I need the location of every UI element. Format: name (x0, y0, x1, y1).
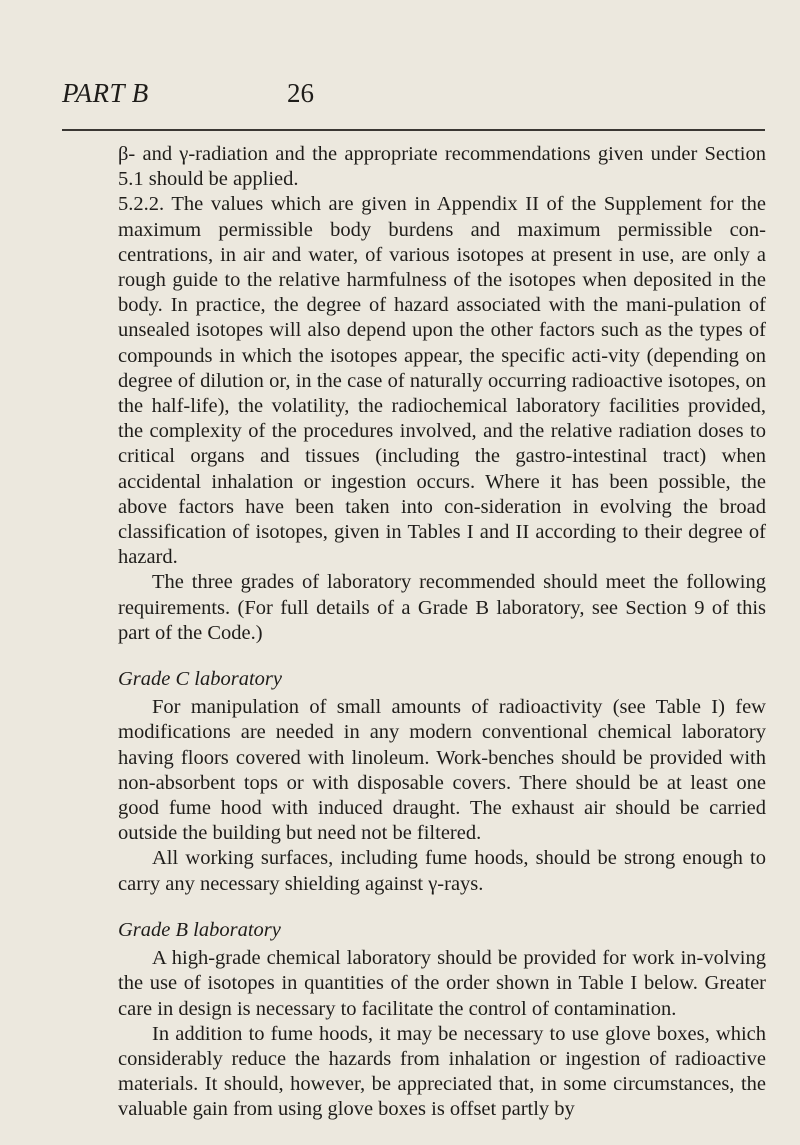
part-label: PART B (62, 78, 149, 108)
paragraph-5-2-2: 5.2.2. The values which are given in Appendix II of the Supplement for the maximum permissible body burdens and maximum permissible con-centrations, in air and water, of various isotopes at present in use, are only a rough guide to the relative harmfulness of the isotopes when deposited in the body. In practice, the degree of hazard associated with the mani-pulation of unsealed isotopes will also depend upon the other factors such as the types of compounds in which the isotopes appear, the specific acti-vity (depending on degree of dilution or, in the case of naturally occurring radioactive isotopes, on the half-life), the volatility, the radiochemical laboratory facilities provided, the complexity of the procedures involved, and the relative radiation doses to critical organs and tissues (including the gastro-intestinal tract) when accidental inhalation or ingestion occurs. Where it has been possible, the above factors have been taken into con-sideration in evolving the broad classification of isotopes, given in Tables I and II according to their degree of hazard. (118, 193, 766, 569)
heading-grade-b: Grade B laboratory (118, 918, 281, 941)
paragraph-grade-c-2: All working surfaces, including fume hoods, should be strong enough to carry any necessary shielding against γ-rays. (118, 847, 766, 895)
page-number: 26 (287, 78, 314, 108)
paragraph-continuation: β- and γ-radiation and the appropriate recommendations given under Section 5.1 should be applied. (118, 143, 766, 191)
paragraph-grade-b-2: In addition to fume hoods, it may be necessary to use glove boxes, which considerably reduce the hazards from inhalation or ingestion of radioactive materials. It should, however, be appreciated that, in some circumstances, the valuable gain from using glove boxes is offset partly by (118, 1022, 766, 1121)
paragraph-grade-c-1: For manipulation of small amounts of radioactivity (see Table I) few modifications are needed in any modern conventional chemical laboratory having floors covered with linoleum. Work-benches should be provided with non-absorbent tops or with disposable covers. There should be at least one good fume hood with induced draught. The exhaust air should be carried outside the building but need not be filtered. (118, 696, 766, 845)
paragraph-grade-b-1: A high-grade chemical laboratory should be provided for work in-volving the use of isotopes in quantities of the order shown in Table I below. Greater care in design is necessary to facilitate the control of contamination. (118, 947, 766, 1020)
page-header (62, 78, 762, 118)
paragraph-grades-intro: The three grades of laboratory recommended should meet the following requirements. (For full details of a Grade B laboratory, see Section 9 of this part of the Code.) (118, 571, 766, 644)
heading-grade-c: Grade C laboratory (118, 668, 282, 691)
body-text (118, 142, 766, 1123)
header-rule (62, 129, 765, 131)
